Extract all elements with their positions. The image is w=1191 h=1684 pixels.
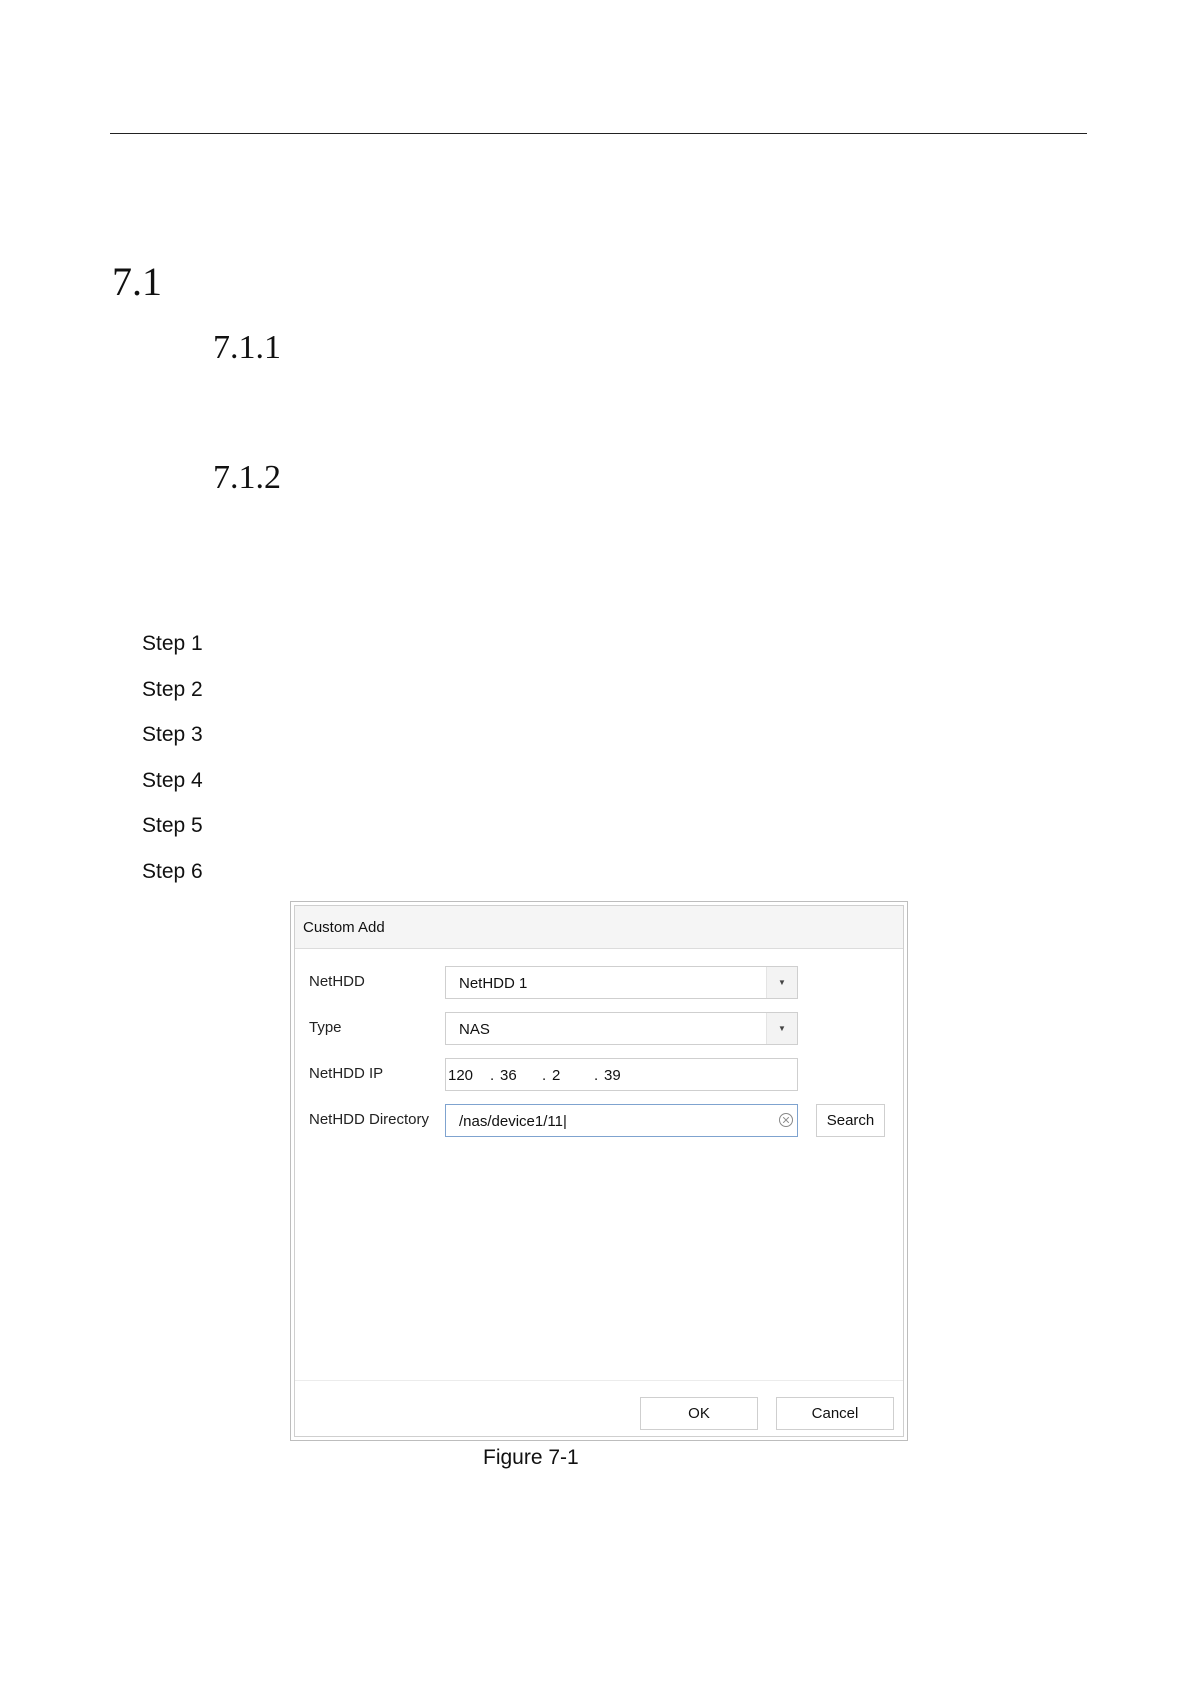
search-button[interactable]: Search (816, 1104, 885, 1137)
type-select[interactable] (445, 1012, 798, 1045)
section-heading: 7.1 (112, 259, 162, 304)
nethdd-select-value: NetHDD 1 (459, 975, 528, 992)
nethdd-directory-input[interactable] (445, 1104, 798, 1137)
nethdd-directory-value: /nas/device1/11| (459, 1113, 567, 1130)
ip-octet-2[interactable]: 36 (500, 1067, 517, 1084)
ip-octet-4[interactable]: 39 (604, 1067, 621, 1084)
header-rule (110, 133, 1087, 134)
step-label: Step 2 (142, 678, 203, 701)
dialog-title: Custom Add (303, 919, 385, 936)
nethdd-ip-input[interactable] (445, 1058, 798, 1091)
step-label: Step 3 (142, 723, 203, 746)
figure-caption: Figure 7-1 (483, 1446, 579, 1469)
ip-separator: . (490, 1067, 495, 1084)
clear-circle-x-icon[interactable] (778, 1112, 794, 1128)
dropdown-arrow-icon[interactable]: ▼ (766, 967, 797, 998)
nethdd-label: NetHDD (309, 973, 365, 990)
dropdown-arrow-icon[interactable]: ▼ (766, 1013, 797, 1044)
step-label: Step 1 (142, 632, 203, 655)
type-label: Type (309, 1019, 342, 1036)
step-label: Step 6 (142, 860, 203, 883)
subsection-heading-2: 7.1.2 (213, 459, 281, 496)
type-select-value: NAS (459, 1021, 490, 1038)
step-label: Step 4 (142, 769, 203, 792)
ip-separator: . (594, 1067, 599, 1084)
custom-add-dialog (294, 905, 904, 1437)
dialog-titlebar (295, 906, 903, 949)
ip-octet-3[interactable]: 2 (552, 1067, 561, 1084)
ip-octet-1[interactable]: 120 (448, 1067, 474, 1084)
dialog-footer-divider (295, 1380, 903, 1381)
nethdd-ip-label: NetHDD IP (309, 1065, 384, 1082)
ok-button[interactable]: OK (640, 1397, 758, 1430)
subsection-heading-1: 7.1.1 (213, 329, 281, 366)
cancel-button[interactable]: Cancel (776, 1397, 894, 1430)
ip-separator: . (542, 1067, 547, 1084)
nethdd-directory-label: NetHDD Directory (309, 1111, 430, 1128)
step-label: Step 5 (142, 814, 203, 837)
nethdd-select[interactable] (445, 966, 798, 999)
custom-add-dialog-figure (290, 901, 908, 1441)
